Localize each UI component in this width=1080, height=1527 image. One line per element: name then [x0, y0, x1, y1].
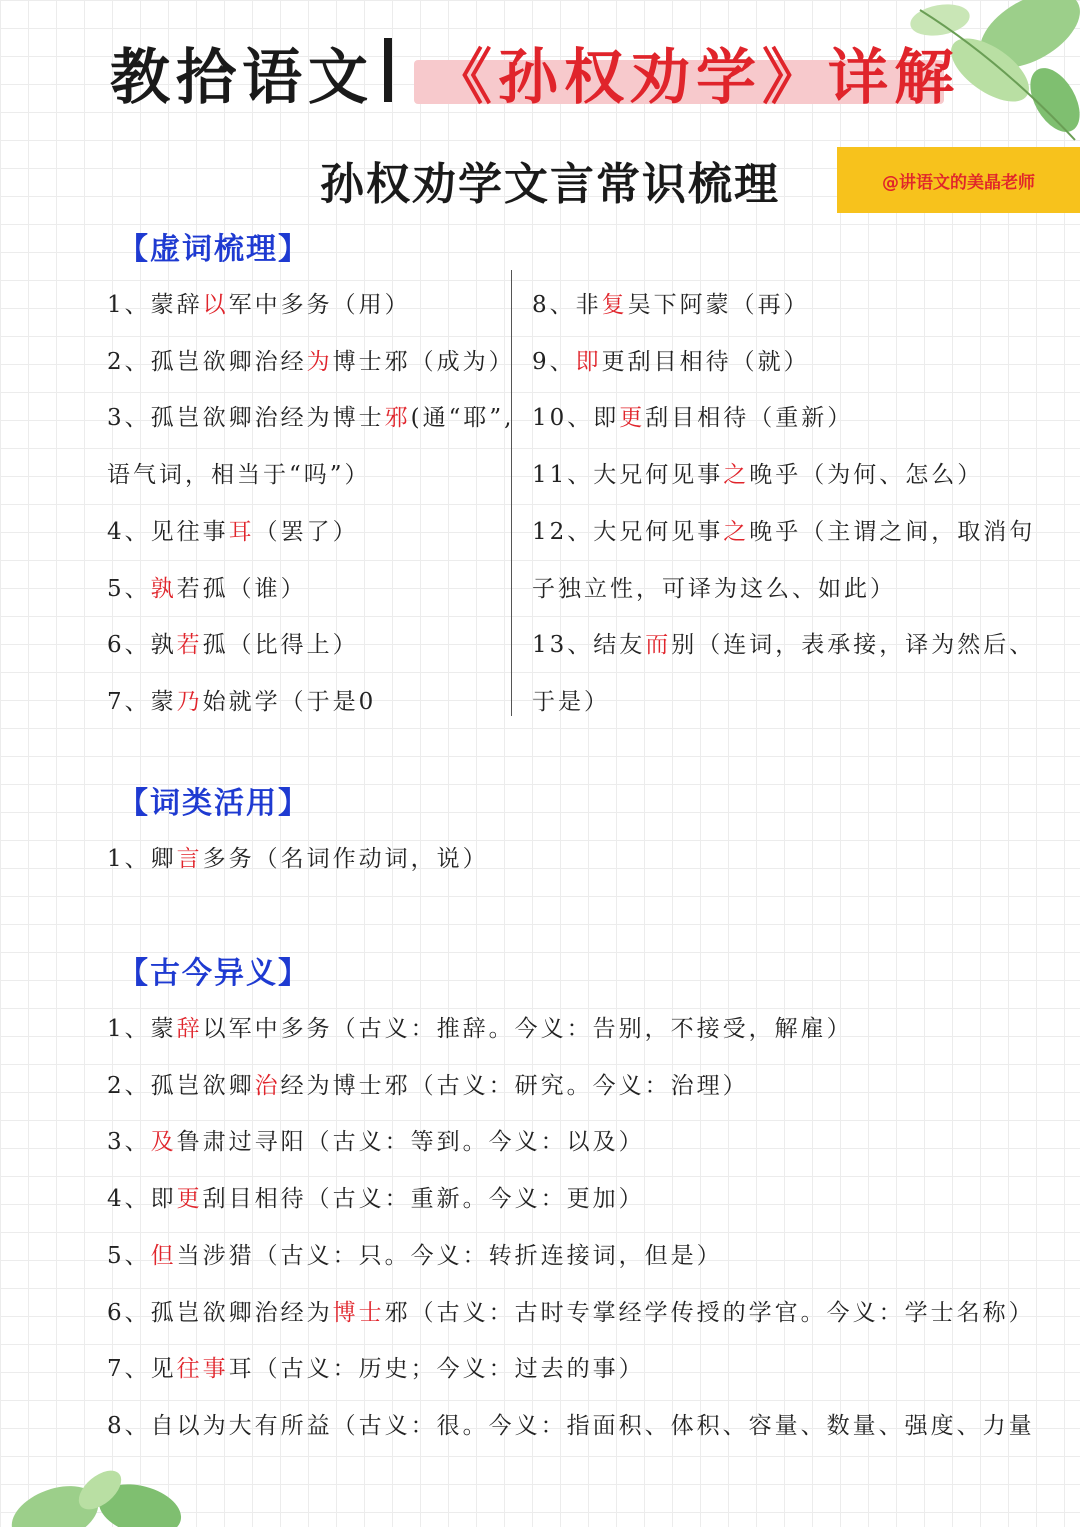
list-item-text: 2、孤岂欲卿治经 [107, 348, 307, 375]
list-item-text: 6、孤岂欲卿治经为 [107, 1299, 333, 1326]
list-item-text: 7、见 [107, 1356, 177, 1383]
highlighted-word: 耳 [228, 518, 255, 545]
leaf-decoration-bottom-left-icon [0, 1460, 200, 1527]
list-item [532, 683, 610, 716]
highlighted-word: 复 [601, 292, 628, 318]
highlighted-word: 博士 [332, 1299, 385, 1326]
list-item [107, 626, 359, 659]
list-item-text: 别（连词，表承接，译为然后、 [671, 632, 1036, 659]
list-item-text: 耳（古义：历史；今义：过去的事） [228, 1356, 645, 1383]
list-item [107, 1350, 645, 1383]
highlighted-word: 而 [645, 632, 672, 659]
section-title-function-words: 【虚词梳理】 [118, 232, 310, 267]
list-item-text: 子独立性，可译为这么、如此） [532, 575, 896, 602]
page-title: 孙权劝学文言常识梳理 [320, 159, 780, 210]
highlighted-word: 若 [176, 632, 203, 659]
highlighted-word: 之 [723, 518, 750, 545]
list-item-text: 3、孤岂欲卿治经为博士 [107, 405, 385, 432]
list-item [532, 343, 810, 376]
header-right-title: 《孙权劝学》详解 [432, 43, 960, 113]
list-item-text: 5、 [107, 1242, 151, 1269]
highlighted-word: 辞 [176, 1016, 203, 1042]
list-item [107, 570, 307, 603]
list-item [107, 1067, 749, 1100]
list-item-text: 孤（比得上） [202, 632, 359, 659]
list-item-text: 更刮目相待（就） [601, 348, 810, 375]
list-item-text: 4、见往事 [107, 518, 229, 545]
list-item-text: 1、蒙 [107, 1016, 177, 1042]
list-item-text: 若孤（谁） [176, 575, 307, 602]
list-item-text: 博士邪（成为） [332, 348, 515, 375]
highlighted-word: 更 [619, 405, 646, 432]
list-item-text: 2、孤岂欲卿 [107, 1072, 255, 1099]
list-item-text: 经为博士邪（古义：研究。今义：治理） [280, 1072, 749, 1099]
list-item-text: 1、卿 [107, 846, 177, 872]
list-item-text: 11、大兄何见事 [532, 462, 724, 489]
list-item-text: 晚乎（主谓之间，取消句 [749, 518, 1036, 545]
header-divider [384, 38, 392, 102]
column-divider [511, 270, 512, 716]
highlighted-word: 更 [176, 1186, 203, 1213]
list-item-text: 9、 [532, 348, 576, 375]
list-item-text: 以军中多务（古义：推辞。今义：告别，不接受，解雇） [202, 1016, 853, 1042]
section-title-word-class: 【词类活用】 [118, 786, 310, 821]
highlighted-word: 之 [723, 462, 750, 489]
list-item-text: 晚乎（为何、怎么） [749, 462, 984, 489]
list-item [532, 626, 1035, 659]
list-item-text: 刮目相待（古义：重新。今义：更加） [202, 1186, 645, 1213]
list-item-text: 8、自以为大有所益（古义：很。今义：指面积、体积、容量、数量、强度、力量 [107, 1412, 1035, 1439]
list-item-text: 当涉猎（古义：只。今义：转折连接词，但是） [176, 1242, 723, 1269]
list-item [107, 1123, 645, 1156]
list-item-text: 1、蒙辞 [107, 292, 203, 318]
list-item-text: 8、非 [532, 292, 602, 318]
list-item [107, 343, 515, 376]
list-item-text: 10、即 [532, 405, 620, 432]
list-item [107, 1237, 723, 1270]
highlighted-word: 但 [150, 1242, 177, 1269]
list-item [107, 399, 514, 432]
list-item-text: 12、大兄何见事 [532, 518, 724, 545]
author-badge: @讲语文的美晶老师 [837, 147, 1080, 213]
list-item-text: （罢了） [254, 518, 359, 545]
highlighted-word: 邪 [384, 405, 411, 432]
highlighted-word: 言 [176, 846, 203, 872]
list-item [532, 513, 1035, 546]
header-left-title: 教拾语文 [110, 43, 374, 113]
highlighted-word: 乃 [176, 688, 203, 715]
list-item-text: 5、 [107, 575, 151, 602]
list-item-text: 语气词，相当于“吗”） [107, 462, 371, 489]
list-item [532, 570, 896, 603]
list-item-text: 6、孰 [107, 632, 177, 659]
list-item [107, 1294, 1035, 1327]
list-item [107, 513, 359, 546]
highlighted-word: 为 [306, 348, 333, 375]
list-item [532, 399, 853, 432]
list-item-text: 始就学（于是0 [202, 688, 377, 715]
highlighted-word: 孰 [150, 575, 177, 602]
list-item [107, 286, 411, 319]
highlighted-word: 即 [575, 348, 602, 375]
section-title-ancient-modern: 【古今异义】 [118, 956, 310, 991]
list-item [107, 1180, 645, 1213]
list-item-text: 7、蒙 [107, 688, 177, 715]
list-item-text: 邪（古义：古时专掌经学传授的学官。今义：学士名称） [384, 1299, 1035, 1326]
highlighted-word: 往事 [176, 1356, 229, 1383]
list-item [107, 840, 489, 873]
list-item-text: 3、 [107, 1129, 151, 1156]
list-item [107, 1010, 853, 1043]
list-item-text: 刮目相待（重新） [645, 405, 854, 432]
list-item-text: (通“耶”, [410, 405, 515, 432]
list-item-text: 多务（名词作动词，说） [202, 846, 489, 872]
list-item-text: 吴下阿蒙（再） [627, 292, 810, 318]
list-item-text: 13、结友 [532, 632, 646, 659]
list-item [532, 456, 983, 489]
list-item [107, 456, 371, 489]
highlighted-word: 及 [150, 1129, 177, 1156]
list-item-text: 军中多务（用） [228, 292, 411, 318]
list-item-text: 于是） [532, 688, 610, 715]
highlighted-word: 治 [254, 1072, 281, 1099]
list-item-text: 鲁肃过寻阳（古义：等到。今义：以及） [176, 1129, 645, 1156]
list-item [107, 1407, 1035, 1440]
list-item [532, 286, 810, 319]
list-item-text: 4、即 [107, 1186, 177, 1213]
list-item [107, 683, 376, 716]
highlighted-word: 以 [202, 292, 229, 318]
